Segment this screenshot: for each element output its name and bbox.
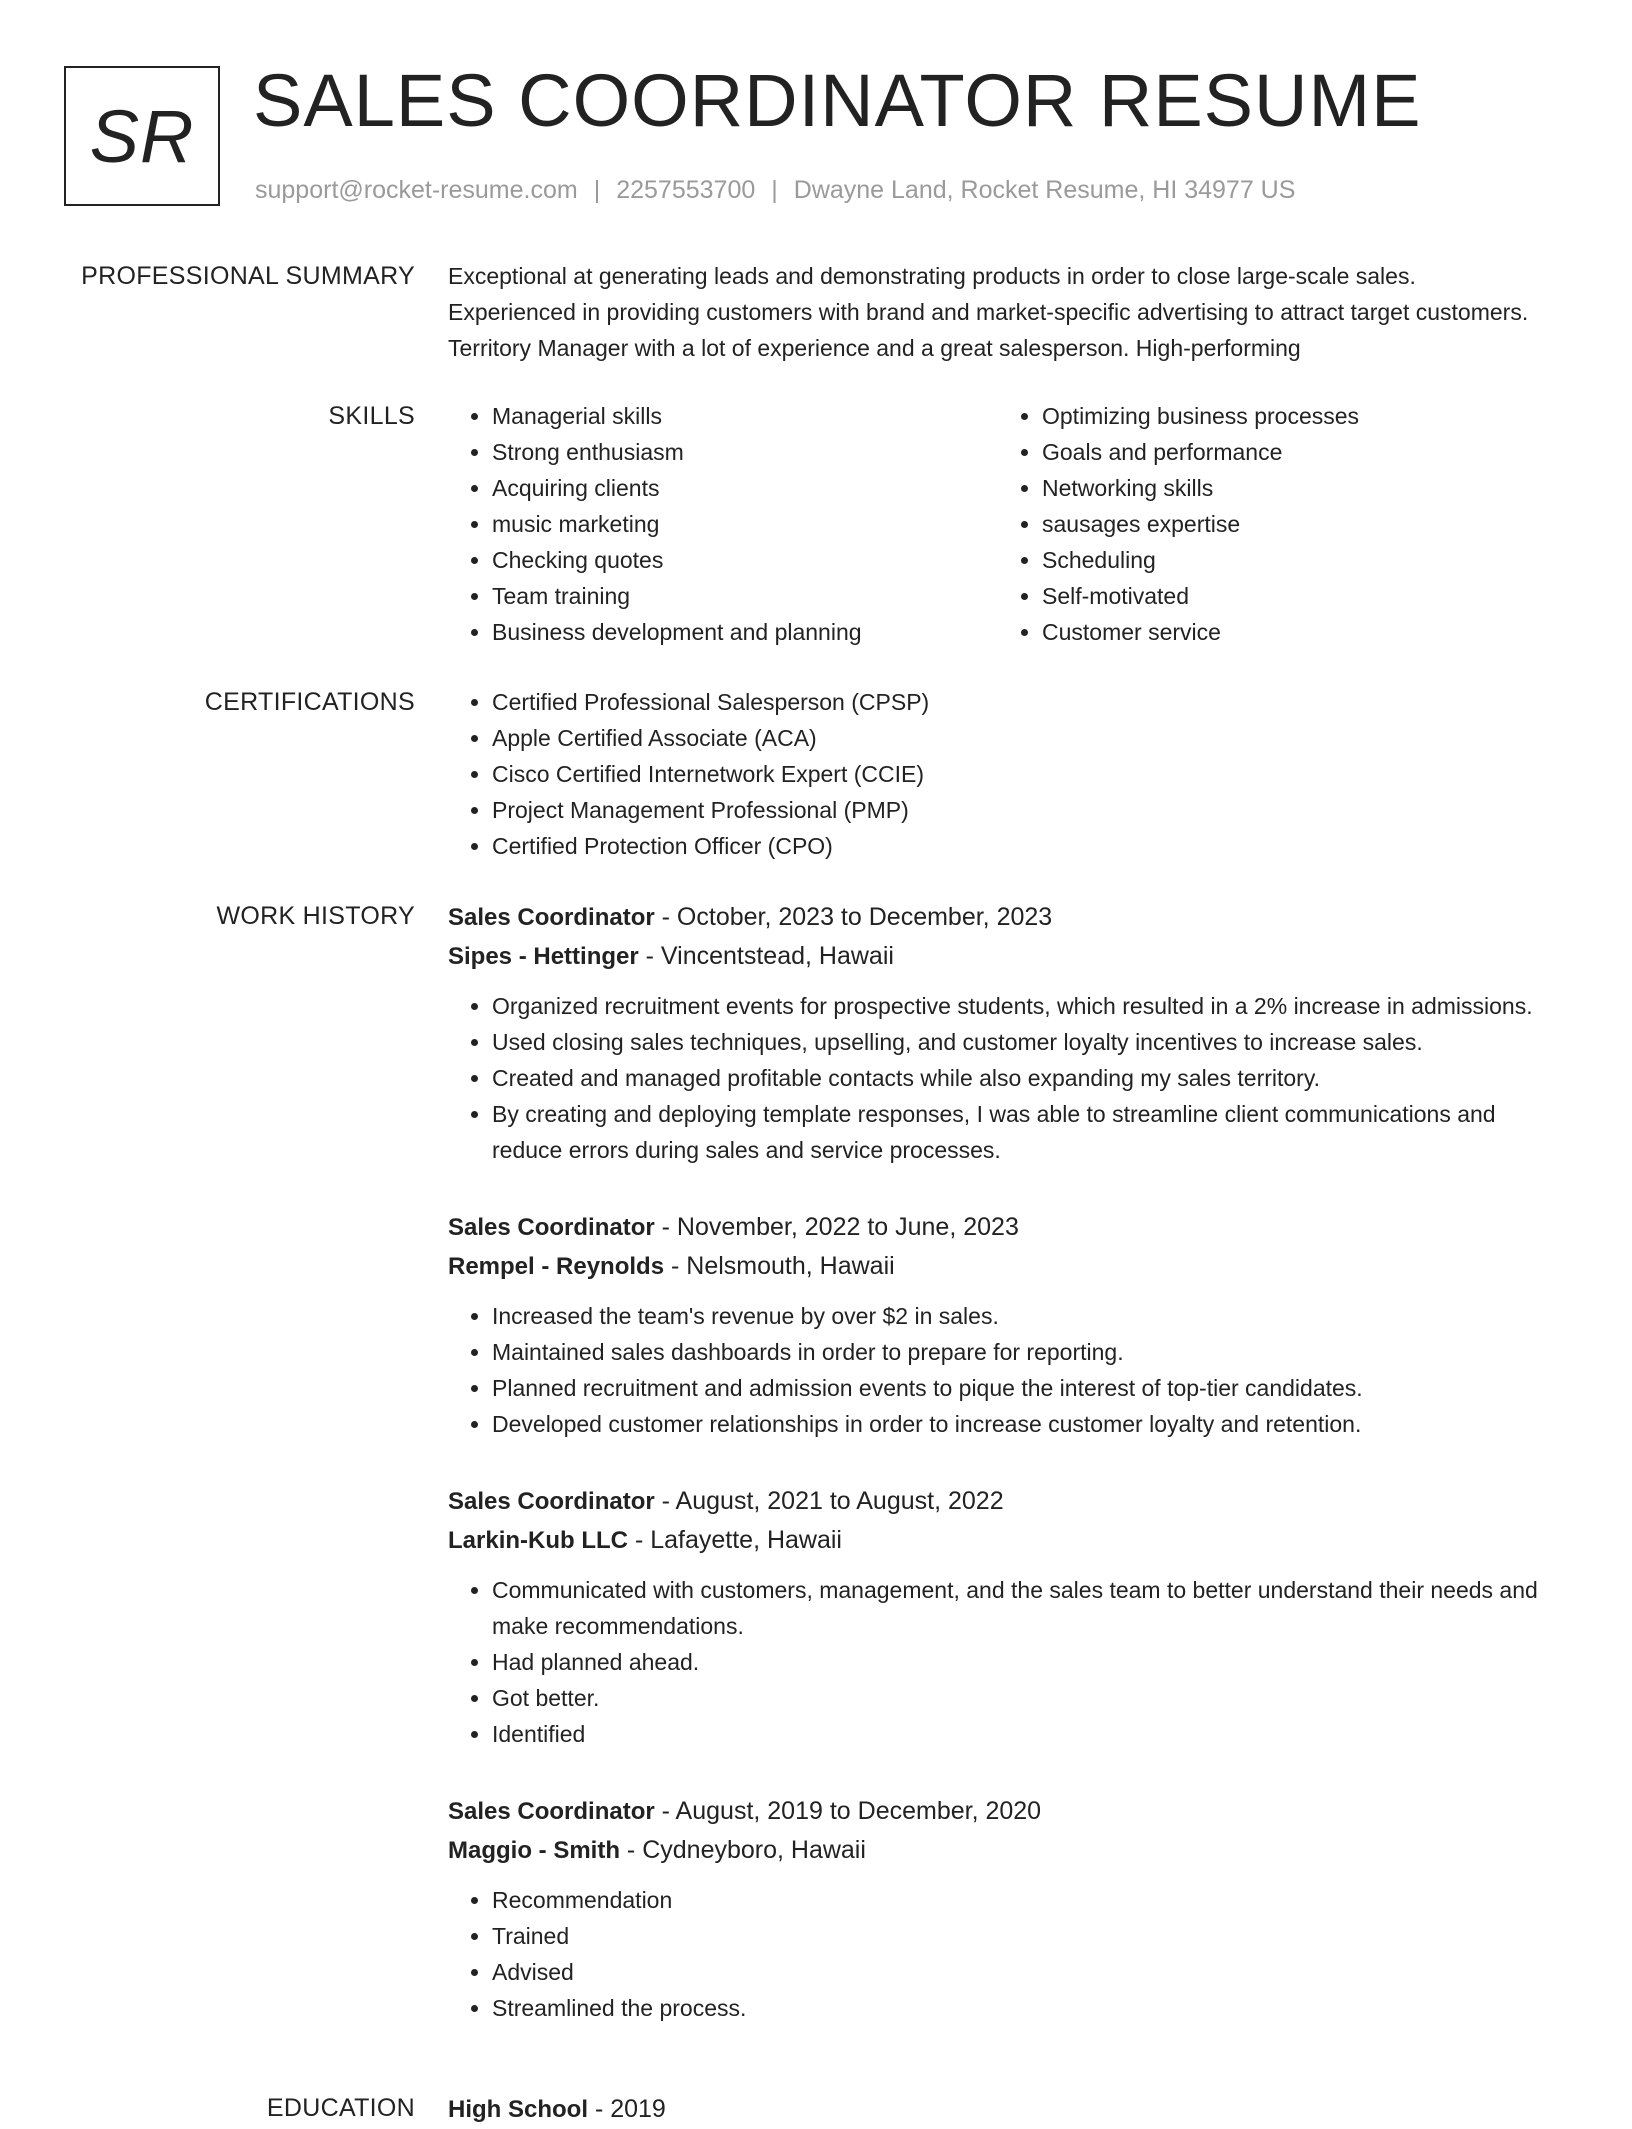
job-dates: - August, 2019 to December, 2020 [654, 1797, 1042, 1825]
job-bullet: • Created and managed profitable contacts while also expanding my sales territory. [492, 1060, 1538, 1096]
skill-item: • Managerial skills [492, 398, 998, 434]
job-bullet: • Streamlined the process. [492, 1990, 1538, 2026]
job-title-line [448, 1208, 1538, 1247]
job-bullet: • Developed customer relationships in order to increase customer loyalty and retention. [492, 1406, 1538, 1442]
summary-text: Exceptional at generating leads and demonstrating products in order to close large-scale sales. Experienced in providing customers with brand and market-specific advertising to attract target customers. Territory Manager with a lot of experience and a great salesperson. High-performing [448, 263, 1529, 361]
job-title: Sales Coordinator [448, 1488, 655, 1515]
job-title-line [448, 898, 1538, 937]
job-entry [448, 898, 1538, 1168]
job-entry [448, 1208, 1538, 1442]
job-dates: - August, 2021 to August, 2022 [654, 1487, 1004, 1515]
job-bullet: • Identified [492, 1716, 1538, 1752]
education-label: EDUCATION [266, 2094, 415, 2122]
summary-body [448, 258, 1538, 366]
job-bullet: • Trained [492, 1918, 1538, 1954]
skill-item: • Self-motivated [1042, 578, 1548, 614]
monogram-box [64, 66, 220, 206]
job-bullet: • Increased the team's revenue by over $2 in sales. [492, 1298, 1538, 1334]
skills-body [448, 398, 1538, 650]
skill-item: • Checking quotes [492, 542, 998, 578]
job-company-line [448, 1247, 1538, 1286]
contact-address: Dwayne Land, Rocket Resume, HI 34977 US [793, 176, 1296, 204]
job-bullet: • Used closing sales techniques, upselling, and customer loyalty incentives to increase sales. [492, 1024, 1538, 1060]
job-company: Sipes - Hettinger [448, 943, 639, 970]
contact-separator: | [593, 176, 601, 204]
skill-item: • Goals and performance [1042, 434, 1548, 470]
certification-item: • Certified Professional Salesperson (CPSP) [492, 684, 1538, 720]
job-title: Sales Coordinator [448, 1214, 655, 1241]
job-entry [448, 1792, 1538, 2026]
job-company-line [448, 937, 1538, 976]
certifications-label: CERTIFICATIONS [204, 688, 415, 716]
job-bullet: • Got better. [492, 1680, 1538, 1716]
job-company-line [448, 1521, 1538, 1560]
certifications-list [448, 684, 1538, 864]
skill-item: • Strong enthusiasm [492, 434, 998, 470]
job-dates: - November, 2022 to June, 2023 [654, 1213, 1019, 1241]
job-bullet: • Communicated with customers, management, and the sales team to better understand their needs and make recommendations. [492, 1572, 1538, 1644]
job-bullet: • Had planned ahead. [492, 1644, 1538, 1680]
skill-item: • Customer service [1042, 614, 1548, 650]
job-bullets [448, 1882, 1538, 2026]
job-bullets [448, 1298, 1538, 1442]
job-bullet: • Maintained sales dashboards in order to prepare for reporting. [492, 1334, 1538, 1370]
job-dates: - October, 2023 to December, 2023 [654, 903, 1053, 931]
work-history-label: WORK HISTORY [216, 902, 415, 930]
job-bullet: • Advised [492, 1954, 1538, 1990]
job-location: - Nelsmouth, Hawaii [664, 1252, 895, 1280]
skill-item: • sausages expertise [1042, 506, 1548, 542]
certification-item: • Project Management Professional (PMP) [492, 792, 1538, 828]
contact-email: support@rocket-resume.com [255, 176, 578, 204]
job-title-line [448, 1792, 1538, 1831]
skills-list-left [448, 398, 998, 650]
skill-item: • Team training [492, 578, 998, 614]
job-company-line [448, 1831, 1538, 1870]
summary-label: PROFESSIONAL SUMMARY [81, 262, 415, 290]
job-title: Sales Coordinator [448, 904, 655, 931]
job-company: Larkin-Kub LLC [448, 1527, 628, 1554]
resume-title: SALES COORDINATOR RESUME [253, 59, 1422, 142]
job-location: - Lafayette, Hawaii [628, 1526, 842, 1554]
job-title-line [448, 1482, 1538, 1521]
job-bullet: • Planned recruitment and admission events to pique the interest of top-tier candidates. [492, 1370, 1538, 1406]
skill-item: • Scheduling [1042, 542, 1548, 578]
skill-item: • Networking skills [1042, 470, 1548, 506]
skill-item: • Business development and planning [492, 614, 998, 650]
job-company: Rempel - Reynolds [448, 1253, 665, 1280]
skill-item: • Acquiring clients [492, 470, 998, 506]
job-bullet: • Recommendation [492, 1882, 1538, 1918]
education-degree: High School [448, 2096, 588, 2123]
job-bullets [448, 988, 1538, 1168]
job-title: Sales Coordinator [448, 1798, 655, 1825]
skills-label: SKILLS [328, 402, 415, 430]
contact-phone: 2257553700 [616, 176, 756, 204]
job-bullet: • Organized recruitment events for prospective students, which resulted in a 2% increase in admissions. [492, 988, 1538, 1024]
certification-item: • Cisco Certified Internetwork Expert (CCIE) [492, 756, 1538, 792]
work-history-body [448, 898, 1538, 2066]
skill-item: • music marketing [492, 506, 998, 542]
contact-separator: | [771, 176, 778, 204]
job-bullets [448, 1572, 1538, 1752]
job-location: - Cydneyboro, Hawaii [619, 1836, 866, 1864]
monogram-initials: SR [89, 94, 195, 178]
job-location: - Vincentstead, Hawaii [638, 942, 894, 970]
education-year: - 2019 [588, 2095, 666, 2123]
certification-item: • Apple Certified Associate (ACA) [492, 720, 1538, 756]
job-company: Maggio - Smith [448, 1837, 620, 1864]
education-line [448, 2090, 1538, 2129]
education-body [448, 2090, 1538, 2129]
skill-item: • Optimizing business processes [1042, 398, 1548, 434]
certifications-body [448, 684, 1538, 864]
skills-list-right [998, 398, 1548, 650]
job-entry [448, 1482, 1538, 1752]
contact-line [255, 172, 1295, 208]
job-bullet: • By creating and deploying template responses, I was able to streamline client communications and reduce errors during sales and service processes. [492, 1096, 1538, 1168]
certification-item: • Certified Protection Officer (CPO) [492, 828, 1538, 864]
